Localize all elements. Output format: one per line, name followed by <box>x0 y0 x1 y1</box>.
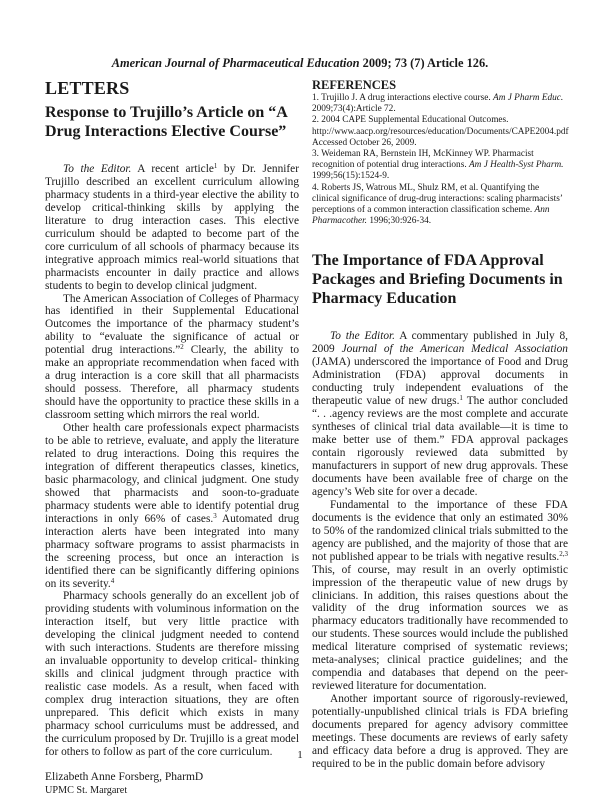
text: The American Association of Colleges of Pharmacy has identified in their Supplemental Educational Outcomes the importance of the pharmacy student’s ability to “evaluate the significance of actual or potential drug interactions.” <box>45 292 299 357</box>
citation-ref: 4 <box>110 576 115 585</box>
salutation: To the Editor. <box>330 330 396 343</box>
paragraph <box>312 499 568 693</box>
reference-item <box>312 149 568 183</box>
author-affiliation: UPMC St. Margaret <box>45 784 128 796</box>
reference-item <box>312 93 568 115</box>
text: Clearly, the ability to make an appropriate recommendation when faced with a drug interaction is a core skill that all pharmacists should possess. Therefore, all pharmacy students should have the opportunity to practice these skills in a classroom setting which mirrors the real world. <box>45 344 299 422</box>
paragraph <box>312 330 568 498</box>
text: 2. 2004 CAPE Supplemental Educational Outcomes. http://www.aacp.org/resources/education/Documents/CAPE2004.pdf Accessed October 26, 2009. <box>312 115 569 148</box>
salutation: To the Editor. <box>63 163 132 175</box>
author-name: Elizabeth Anne Forsberg, PharmD <box>45 770 204 783</box>
journal-abbrev: Ann Pharmacother. <box>312 205 550 227</box>
text: A recent article <box>131 163 214 175</box>
text: Fundamental to the importance of these FDA documents is the evidence that only an estimated 30% to 50% of the randomized clinical trials submitted to the agency are published, and the majority of those that are not published appear to be trials with negative results. <box>312 498 568 563</box>
right-column <box>312 78 568 771</box>
text: (JAMA) underscored the importance of Food and Drug Administration (FDA) approval documents in conducting truly independent evaluations of the therapeutic value of new drugs. <box>312 356 568 408</box>
text: by Dr. Jennifer Trujillo described an excellent curriculum allowing pharmacy students in a third-year elective the ability to develop critical-thinking skills by applying the literature to drug interaction cases. This elective curriculum should be adapted to become part of the core curriculum of all schools of pharmacy because its integrative approach mimics real-world situations that pharmacists encounter in daily practice and allows students to begin to develop clinical judgment. <box>45 163 299 292</box>
paragraph: Another important source of rigorously-reviewed, potentially-unpublished clinical trials is FDA briefing documents prepared for agency advisory committee meetings. These documents are reviews of early safety and efficacy data before a drug is approved. They are required to be in the public domain before advisory <box>312 693 568 770</box>
text: The author concluded “. . .agency reviews are the most complete and accurate syntheses of clinical trial data available—it is time to make better use of them.” FDA approval packages contain rigorously reviewed data submitted by manufacturers in support of new drug approvals. These documents have been available free of charge on the agency’s Web site for over a decade. <box>312 395 568 498</box>
references-title: REFERENCES <box>312 78 397 92</box>
citation-ref: 3 <box>213 511 217 520</box>
journal-name: Journal of the American Medical Association <box>341 343 568 356</box>
citation-ref: 2 <box>180 343 184 352</box>
letter-1-body <box>45 163 299 759</box>
journal-header <box>0 56 600 71</box>
text: Other health care professionals expect pharmacists to be able to retrieve, evaluate, and apply the literature related to drug interactions. Doing this requires the integration of different therapeutics classes, kinetics, basic pharmacology, and clinical judgment. One study showed that pharmacists and soon-to-graduate pharmacy students were able to identify potential drug interactions in only 66% of cases. <box>45 422 299 525</box>
paragraph <box>45 163 299 293</box>
letter-2-body <box>312 330 568 770</box>
references-list <box>312 93 568 227</box>
section-title: LETTERS <box>45 78 130 98</box>
article-title-letter-1: Response to Trujillo’s Article on “A Drug Interactions Elective Course” <box>45 104 287 140</box>
text: 3. Weideman RA, Bernstein IH, McKinney WP. Pharmacist recognition of potential drug interactions. <box>312 149 534 171</box>
left-column <box>45 78 299 797</box>
journal-abbrev: Am J Health-Syst Pharm. <box>468 160 564 171</box>
paragraph: Pharmacy schools generally do an excellent job of providing students with voluminous information on the interaction itself, but very little practice with developing the clinical judgment needed to contend with such interactions. Students are therefore missing an invaluable opportunity to develop critical- thinking skills and clinical judgment through practice with realistic case models. As a result, when faced with complex drug interaction situations, they are often unprepared. This deficit which exists in many pharmacy school curriculums must be addressed, and the curriculum proposed by Dr. Trujillo is a great model for others to follow as part of the core curriculum. <box>45 590 299 758</box>
paragraph <box>45 293 299 423</box>
citation-ref: 2,3 <box>559 549 568 558</box>
reference-item <box>312 115 568 149</box>
journal-name: American Journal of Pharmaceutical Education <box>111 56 360 70</box>
text: 1996;30:926-34. <box>367 216 432 227</box>
citation-ref: 1 <box>459 394 463 403</box>
text: 2009;73(4):Article 72. <box>312 104 396 115</box>
paragraph <box>45 422 299 590</box>
text: 1. Trujillo J. A drug interactions elective course. <box>312 93 494 103</box>
text: A commentary published in July 8, 2009 <box>312 330 568 356</box>
reference-item <box>312 183 568 228</box>
journal-abbrev: Am J Pharm Educ. <box>493 93 564 103</box>
text: 1999;56(15):1524-9. <box>312 171 390 182</box>
text: 4. Roberts JS, Watrous ML, Shulz RM, et al. Quantifying the clinical significance of drug-drug interactions: scaling pharmacists’ perceptions of a common interaction classification scheme. <box>312 182 563 216</box>
article-title-letter-2: The Importance of FDA Approval Packages and Briefing Documents in Pharmacy Education <box>312 252 563 308</box>
page-number: 1 <box>297 749 303 761</box>
text: Automated drug interaction alerts have been integrated into many pharmacy software programs to assist pharmacists in the screening process, but once an interaction is identified there can be significantly differing opinions on its severity. <box>45 512 299 590</box>
text: This, of course, may result in an overly optimistic impression of the therapeutic value of new drugs by clinicians. In addition, this raises questions about the validity of the drug information sources we as pharmacy educators traditionally have recommended to our students. These sources would include the published medical literature comprised of systematic reviews; meta-analyses; clinical practice guidelines; and the compendia and databases that depend on the peer-reviewed literature for documentation. <box>312 563 568 693</box>
journal-citation: 2009; 73 (7) Article 126. <box>359 56 489 70</box>
citation-ref: 1 <box>213 162 218 170</box>
